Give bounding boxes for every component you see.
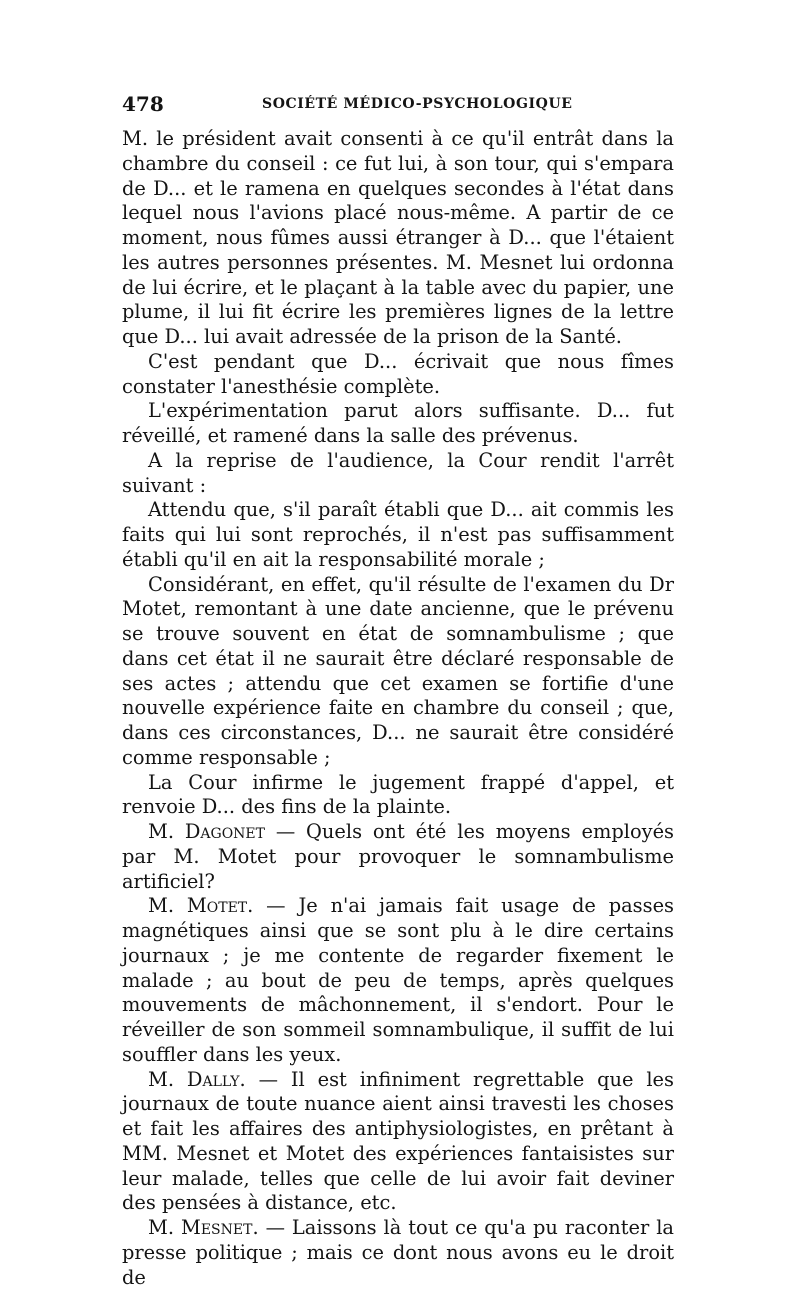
paragraph-text: Attendu que, s'il paraît établi que D... ait commis les faits qui lui sont reprochés, il n'est pas suffisamment établi qu'il en ait la responsabilité morale ; (122, 498, 674, 571)
paragraph (122, 399, 674, 449)
paragraph-text: A la reprise de l'audience, la Cour rendit l'arrêt suivant : (122, 448, 674, 497)
paragraph (122, 1068, 674, 1217)
body-text (122, 127, 674, 1290)
page-number: 478 (122, 92, 164, 116)
paragraph-text: — Je n'ai jamais fait usage de passes magnétiques ainsi que se sont plu à le dire certains journaux ; je me contente de regarder fixement le malade ; au bout de peu de temps, après quelques mouvements de mâchonnement, il s'endort. Pour le réveiller de son sommeil somnambulique, il suffit de lui souffler dans les yeux. (122, 894, 675, 1066)
paragraph-text: La Cour infirme le jugement frappé d'appel, et renvoie D... des fins de la plainte. (122, 770, 674, 819)
paragraph-text: — Quels ont été les moyens employés par M. Motet pour provoquer le somnambulisme artificiel? (122, 820, 674, 893)
paragraph-text: — Il est infiniment regrettable que les journaux de toute nuance aient ainsi travesti les choses et fait les affaires des antiphysiologistes, en prêtant à MM. Mesnet et Motet des expériences fantaisistes sur leur malade, telles que celle de lui avoir fait deviner des pensées à distance, etc. (122, 1067, 674, 1215)
paragraph (122, 449, 674, 499)
paragraph-text: — Laissons là tout ce qu'a pu raconter la presse politique ; mais ce dont nous avons eu le droit de (122, 1216, 674, 1289)
paragraph (122, 771, 674, 821)
paragraph (122, 894, 674, 1067)
speaker-name: M. Motet. (148, 894, 254, 918)
speaker-name: M. Dally. (148, 1067, 246, 1091)
paragraph (122, 127, 674, 350)
paragraph (122, 350, 674, 400)
speaker-name: M. Mesnet. (148, 1216, 259, 1239)
paragraph-text: M. le président avait consenti à ce qu'il entrât dans la chambre du conseil : ce fut lui, à son tour, qui s'empara de D... et le ramena en quelques secondes à l'état dans lequel nous l'avions placé nous-même. A partir de ce moment, nous fûmes aussi étranger à D... que l'étaient les autres personnes présentes. M. Mesnet lui ordonna de lui écrire, et le plaçant à la table avec du papier, une plume, il lui fit écrire les premières lignes de la lettre que D... lui avait adressée de la prison de la Santé. (122, 127, 674, 348)
paragraph (122, 820, 674, 894)
speaker-name: M. Dagonet (148, 820, 265, 843)
paragraph-text: L'expérimentation parut alors suffisante. D... fut réveillé, et ramené dans la salle des prévenus. (122, 399, 674, 447)
paragraph-text: C'est pendant que D... écrivait que nous fîmes constater l'anesthésie complète. (122, 349, 674, 398)
paragraph (122, 573, 674, 771)
running-head: SOCIÉTÉ MÉDICO-PSYCHOLOGIQUE (262, 96, 573, 112)
paragraph (122, 498, 674, 572)
page-header (122, 92, 672, 122)
paragraph-text: Considérant, en effet, qu'il résulte de l'examen du Dr Motet, remontant à une date ancienne, que le prévenu se trouve souvent en état de somnambulisme ; que dans cet état il ne saurait être déclaré responsable de ses actes ; attendu que cet examen se fortifie d'une nouvelle expérience faite en chambre du conseil ; que, dans ces circonstances, D... ne saurait être considéré comme responsable ; (122, 572, 674, 769)
paragraph (122, 1216, 674, 1290)
